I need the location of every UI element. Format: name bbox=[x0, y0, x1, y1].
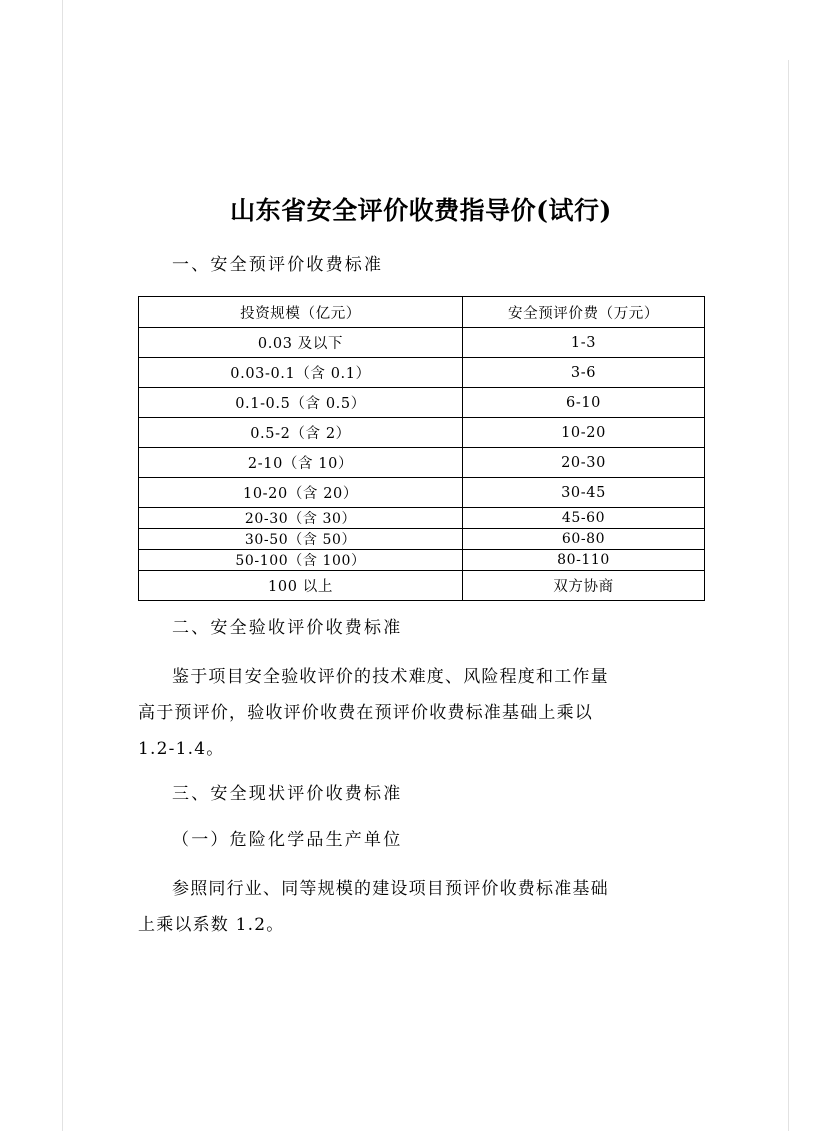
cell-scale: 20-30（含 30） bbox=[139, 508, 463, 529]
table-row bbox=[139, 550, 705, 571]
cell-fee: 双方协商 bbox=[463, 571, 705, 601]
section-heading-4: （一）危险化学品生产单位 bbox=[172, 829, 403, 850]
cell-scale: 50-100（含 100） bbox=[139, 550, 463, 571]
cell-fee: 3-6 bbox=[463, 358, 705, 388]
paragraph-1-line-3: 1.2-1.4。 bbox=[138, 738, 225, 759]
cell-fee: 45-60 bbox=[463, 508, 705, 529]
cell-fee: 10-20 bbox=[463, 418, 705, 448]
cell-fee: 20-30 bbox=[463, 448, 705, 478]
page-left-rule bbox=[62, 0, 63, 1131]
cell-fee: 1-3 bbox=[463, 328, 705, 358]
cell-scale: 30-50（含 50） bbox=[139, 529, 463, 550]
table-body bbox=[139, 328, 705, 601]
table-row bbox=[139, 571, 705, 601]
page-title: 山东省安全评价收费指导价(试行) bbox=[230, 196, 612, 225]
table-row bbox=[139, 328, 705, 358]
fee-table bbox=[138, 296, 705, 601]
section-heading-3: 三、安全现状评价收费标准 bbox=[172, 784, 403, 805]
spacer bbox=[138, 767, 704, 781]
spacer bbox=[138, 226, 704, 252]
cell-scale: 2-10（含 10） bbox=[139, 448, 463, 478]
table-row bbox=[139, 448, 705, 478]
table-row bbox=[139, 388, 705, 418]
paragraph-2-line-1: 参照同行业、同等规模的建设项目预评价收费标准基础 bbox=[172, 878, 609, 899]
document-body bbox=[138, 0, 704, 943]
section-heading-1: 一、安全预评价收费标准 bbox=[172, 255, 384, 275]
table-header-fee: 安全预评价费（万元） bbox=[463, 297, 705, 328]
spacer bbox=[138, 809, 704, 827]
spacer bbox=[138, 642, 704, 660]
table-row bbox=[139, 358, 705, 388]
paragraph-1-line-2: 高于预评价，验收评价收费在预评价收费标准基础上乘以 bbox=[138, 703, 593, 724]
table-header-row bbox=[139, 297, 705, 328]
cell-scale: 10-20（含 20） bbox=[139, 478, 463, 508]
cell-fee: 6-10 bbox=[463, 388, 705, 418]
table-header-scale: 投资规模（亿元） bbox=[139, 297, 463, 328]
cell-fee: 80-110 bbox=[463, 550, 705, 571]
cell-scale: 0.1-0.5（含 0.5） bbox=[139, 388, 463, 418]
cell-scale: 100 以上 bbox=[139, 571, 463, 601]
table-row bbox=[139, 529, 705, 550]
spacer bbox=[138, 601, 704, 615]
cell-fee: 60-80 bbox=[463, 529, 705, 550]
table-row bbox=[139, 478, 705, 508]
spacer bbox=[138, 854, 704, 872]
paragraph-1-line-1: 鉴于项目安全验收评价的技术难度、风险程度和工作量 bbox=[172, 667, 609, 688]
cell-fee: 30-45 bbox=[463, 478, 705, 508]
table-row bbox=[139, 508, 705, 529]
cell-scale: 0.03-0.1（含 0.1） bbox=[139, 358, 463, 388]
cell-scale: 0.03 及以下 bbox=[139, 328, 463, 358]
cell-scale: 0.5-2（含 2） bbox=[139, 418, 463, 448]
paragraph-2-line-2: 上乘以系数 1.2。 bbox=[138, 914, 285, 935]
section-heading-2: 二、安全验收评价收费标准 bbox=[172, 618, 403, 639]
table-row bbox=[139, 418, 705, 448]
page-right-rule bbox=[788, 60, 789, 1131]
